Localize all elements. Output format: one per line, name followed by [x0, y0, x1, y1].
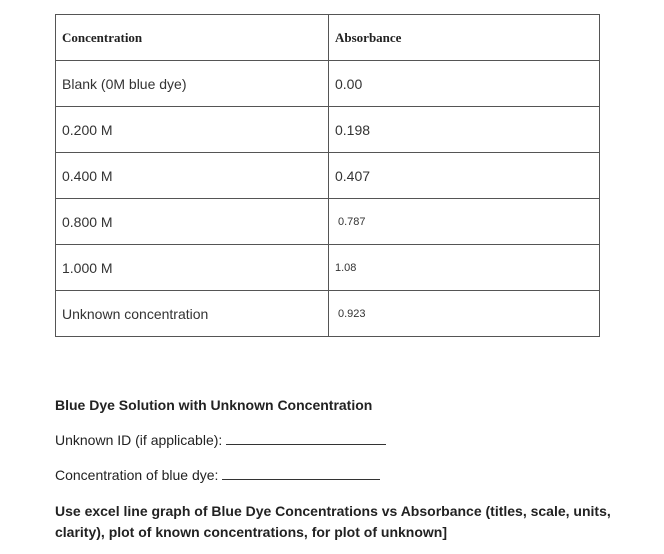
cell-concentration: 0.400 M: [56, 153, 329, 199]
cell-concentration: 1.000 M: [56, 245, 329, 291]
cell-absorbance: 1.08: [329, 245, 600, 291]
table-header-row: [56, 15, 600, 61]
cell-absorbance: 0.407: [329, 153, 600, 199]
header-concentration: Concentration: [56, 15, 329, 61]
concentration-label: Concentration of blue dye:: [55, 467, 219, 483]
table-row: [56, 153, 600, 199]
cell-concentration: 0.200 M: [56, 107, 329, 153]
cell-absorbance: 0.787: [329, 199, 600, 245]
cell-concentration: 0.800 M: [56, 199, 329, 245]
section-title: Blue Dye Solution with Unknown Concentration: [55, 397, 373, 413]
concentration-blank[interactable]: [222, 478, 380, 480]
table-row: [56, 61, 600, 107]
table-row: [56, 107, 600, 153]
cell-concentration: Unknown concentration: [56, 291, 329, 337]
data-table: [55, 14, 600, 337]
unknown-id-line: [55, 432, 386, 448]
unknown-id-blank[interactable]: [226, 443, 386, 445]
instructions-text: Use excel line graph of Blue Dye Concentrations vs Absorbance (titles, scale, units, clarity), plot of known concentrations, for plot of unknown]: [55, 503, 611, 540]
cell-absorbance: 0.198: [329, 107, 600, 153]
cell-concentration: Blank (0M blue dye): [56, 61, 329, 107]
table-row: [56, 245, 600, 291]
unknown-id-label: Unknown ID (if applicable):: [55, 432, 223, 448]
cell-absorbance: 0.00: [329, 61, 600, 107]
header-absorbance: Absorbance: [329, 15, 600, 61]
table-row: [56, 291, 600, 337]
concentration-line: [55, 467, 380, 483]
table-row: [56, 199, 600, 245]
cell-absorbance: 0.923: [329, 291, 600, 337]
